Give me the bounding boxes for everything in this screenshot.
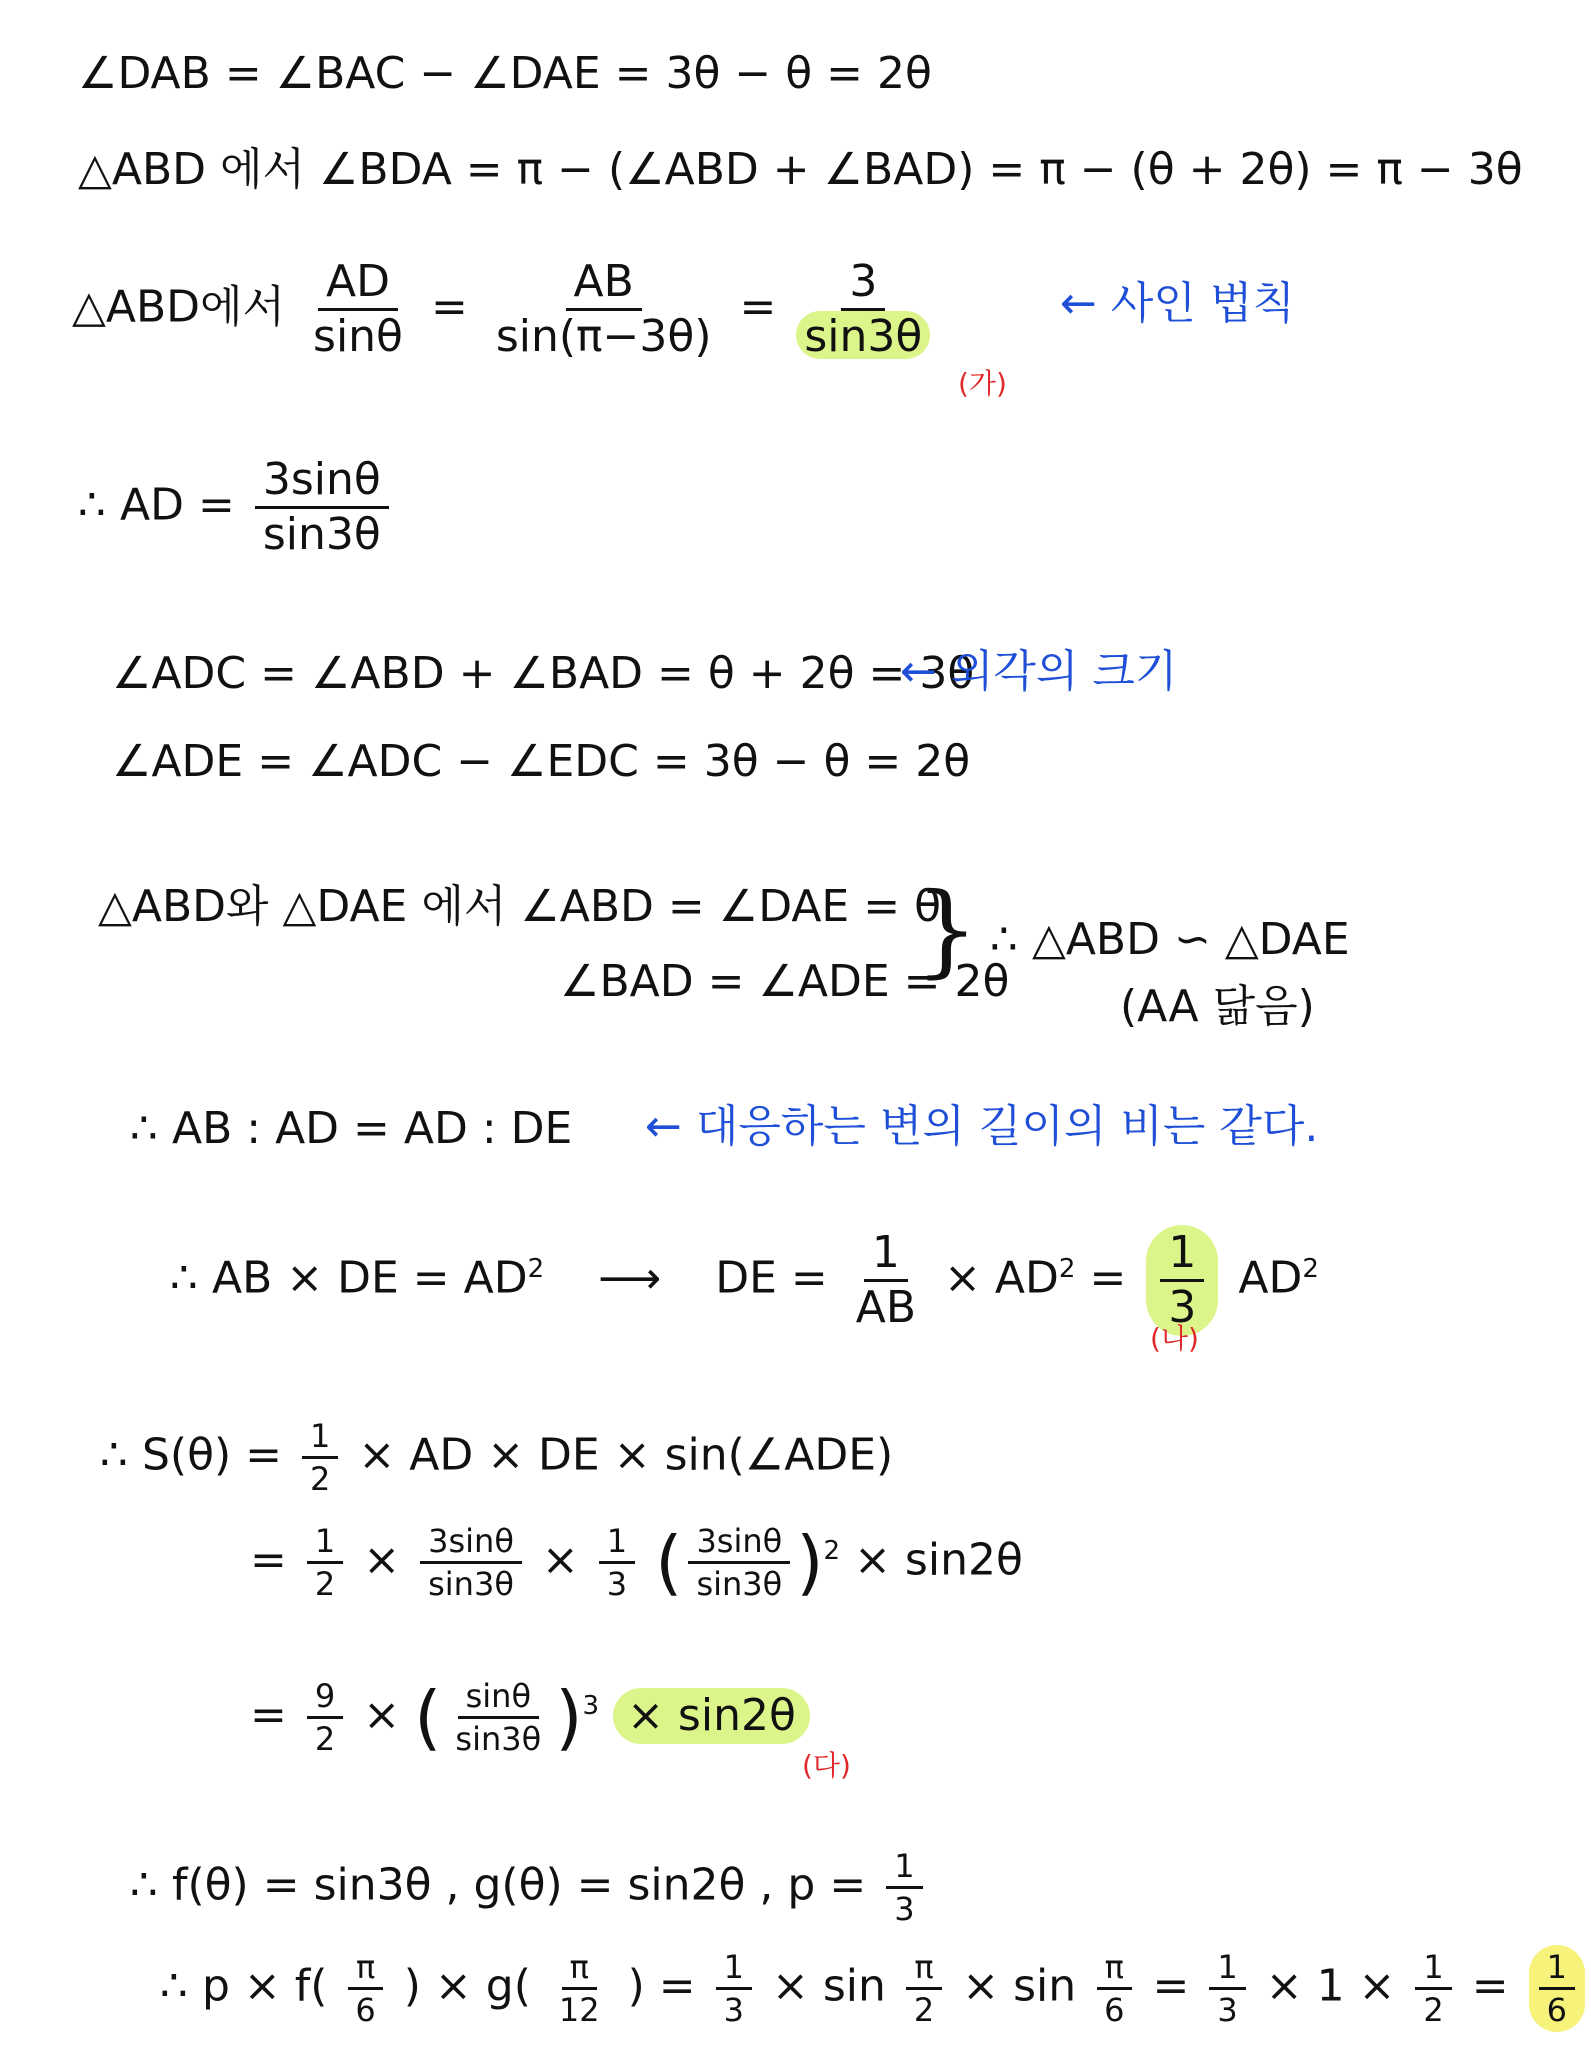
de-eq: DE = — [715, 1252, 828, 1304]
denominator: 3 — [723, 1991, 744, 2029]
cube-exponent: 3 — [582, 1690, 600, 1721]
numerator: 1 — [1209, 1951, 1245, 1990]
area-prefix: ∴ S(θ) = — [100, 1429, 283, 1481]
numerator: 1 — [1160, 1231, 1204, 1282]
fraction-half — [307, 1522, 343, 1603]
line-similar-2: ∠BAD = ∠ADE = 2θ — [560, 956, 1010, 1007]
final-a: ∴ p × f( — [160, 1960, 328, 2012]
fraction-ab-over-sin — [488, 256, 720, 362]
numerator: AB — [566, 260, 642, 311]
fraction-half — [1415, 1948, 1451, 2029]
fraction-p — [886, 1847, 922, 1928]
similar-reason: (AA 닮음) — [1120, 981, 1315, 1032]
right-paren: ) — [555, 1676, 583, 1759]
note-ratio: ← 대응하는 변의 길이의 비는 같다. — [645, 1101, 1319, 1152]
brace: } — [915, 871, 979, 988]
de-left: ∴ AB × DE = AD — [170, 1252, 528, 1304]
final-b: ) × g( — [403, 1960, 531, 2012]
line-de — [170, 1225, 1319, 1336]
numerator: AD — [318, 260, 398, 311]
denominator: 3 — [894, 1890, 915, 1928]
mark-na: (나) — [1150, 1322, 1199, 1355]
denominator: sin3θ — [428, 1565, 514, 1603]
times-sign: × — [363, 1689, 401, 1741]
times-sign: × — [363, 1534, 401, 1586]
numerator: 9 — [307, 1680, 343, 1719]
numerator: 1 — [307, 1525, 343, 1564]
line-angle-dab: ∠DAB = ∠BAC − ∠DAE = 3θ − θ = 2θ — [78, 48, 932, 99]
denominator: 6 — [1546, 1991, 1568, 2029]
final-g: × 1 × — [1265, 1960, 1396, 2012]
denominator: 2 — [314, 1565, 336, 1603]
line-angle-bda: △ABD 에서 ∠BDA = π − (∠ABD + ∠BAD) = π − (θ + 2θ) = π − 3θ — [78, 144, 1523, 195]
numerator: 1 — [886, 1850, 922, 1889]
denominator: 2 — [913, 1991, 935, 2029]
fraction-sin-over-sin3 — [447, 1677, 549, 1758]
line-similar-1: △ABD와 △DAE 에서 ∠ABD = ∠DAE = θ — [98, 881, 941, 932]
line-area — [100, 1417, 894, 1498]
fraction-pi-over-6 — [1096, 1948, 1132, 2029]
note-sine-law: ← 사인 법칙 — [1060, 278, 1295, 329]
numerator: 1 — [599, 1525, 635, 1564]
final-d: × sin — [771, 1960, 886, 2012]
fraction-3sin-over-sin3 — [420, 1522, 522, 1603]
fraction-3-over-sin3 — [796, 256, 930, 362]
line-area-expand — [250, 1521, 1023, 1604]
numerator: π — [562, 1951, 597, 1990]
square-exponent: 2 — [527, 1253, 545, 1284]
fraction-1-over-ab — [848, 1227, 924, 1333]
numerator: 3sinθ — [688, 1525, 790, 1564]
denominator: 6 — [1104, 1991, 1125, 2029]
mark-da: (다) — [802, 1749, 851, 1782]
fraction-ad-over-sin — [305, 256, 411, 362]
sine-law-prefix: △ABD에서 — [72, 281, 286, 333]
square-exponent: 2 — [1302, 1253, 1319, 1284]
functions-text: ∴ f(θ) = sin3θ , g(θ) = sin2θ , p = — [130, 1859, 867, 1911]
line-ratio: ∴ AB : AD = AD : DE — [130, 1103, 573, 1154]
denominator: 3 — [1217, 1991, 1238, 2029]
fraction-third — [716, 1948, 752, 2029]
equals-sign: = — [430, 281, 468, 333]
equals-sign: = — [739, 281, 777, 333]
fraction-pi-over-12 — [551, 1948, 608, 2029]
equals-sign: = — [1089, 1252, 1127, 1304]
denominator: sin3θ — [262, 509, 381, 560]
final-c: ) = — [627, 1960, 696, 2012]
line-area-simplified — [250, 1676, 810, 1759]
numerator: 1 — [864, 1231, 908, 1282]
numerator: 3sinθ — [255, 458, 389, 509]
denominator: sin3θ — [455, 1720, 542, 1758]
fraction-3sin-over-sin3-squared — [688, 1522, 790, 1603]
fraction-9-over-2 — [307, 1677, 343, 1758]
numerator: 1 — [1539, 1951, 1575, 1990]
numerator: π — [348, 1951, 383, 1990]
denominator: 12 — [558, 1991, 600, 2029]
line-ad-result — [78, 454, 395, 560]
equals-sign: = — [250, 1689, 287, 1741]
numerator: π — [906, 1951, 941, 1990]
numerator: 1 — [1415, 1951, 1451, 1990]
denominator: 3 — [606, 1565, 628, 1603]
numerator: sinθ — [458, 1680, 539, 1719]
line-functions — [130, 1847, 929, 1928]
highlight-da: × sin2θ — [613, 1688, 810, 1744]
highlight-ga: sin3θ — [796, 311, 930, 359]
line-sine-law — [72, 256, 936, 362]
numerator: π — [1097, 1951, 1132, 1990]
numerator: 3 — [841, 260, 885, 311]
ad-term: AD — [1238, 1252, 1303, 1304]
equals-sign: = — [250, 1534, 287, 1586]
area-expand-end: × sin2θ — [854, 1534, 1023, 1586]
denominator: 3 — [1168, 1282, 1197, 1333]
de-mid: × AD — [944, 1252, 1059, 1304]
fraction-3sin-over-sin3 — [255, 454, 389, 560]
arrow: ⟶ — [598, 1252, 662, 1304]
highlight-na — [1146, 1225, 1218, 1336]
denominator: AB — [855, 1282, 917, 1333]
final-f: = — [1152, 1960, 1190, 2012]
left-paren: ( — [414, 1676, 442, 1759]
mark-ga: (가) — [958, 367, 1007, 400]
square-exponent: 2 — [823, 1535, 841, 1566]
times-sign: × — [541, 1534, 579, 1586]
fraction-pi-over-2 — [906, 1948, 942, 2029]
numerator: 1 — [302, 1420, 338, 1459]
denominator: sin(π−3θ) — [495, 311, 712, 362]
left-paren: ( — [655, 1521, 683, 1604]
ad-result-prefix: ∴ AD = — [78, 479, 235, 531]
fraction-pi-over-6 — [347, 1948, 383, 2029]
final-e: × sin — [962, 1960, 1077, 2012]
numerator: 3sinθ — [420, 1525, 522, 1564]
denominator: 2 — [310, 1460, 331, 1498]
final-h: = — [1471, 1960, 1509, 2012]
similar-result: ∴ △ABD ∽ △DAE — [990, 914, 1350, 965]
numerator: 1 — [716, 1951, 752, 1990]
fraction-third — [1209, 1948, 1245, 2029]
square-exponent: 2 — [1058, 1253, 1076, 1284]
denominator: 2 — [314, 1720, 336, 1758]
line-angle-adc: ∠ADC = ∠ABD + ∠BAD = θ + 2θ = 3θ — [112, 648, 975, 699]
fraction-third — [599, 1522, 635, 1603]
denominator: 6 — [355, 1991, 376, 2029]
fraction-half — [302, 1417, 338, 1498]
final-answer — [1529, 1945, 1585, 2032]
area-rest: × AD × DE × sin(∠ADE) — [358, 1429, 894, 1481]
note-exterior-angle: ← 외각의 크기 — [900, 646, 1178, 697]
line-final — [160, 1945, 1591, 2032]
right-paren: ) — [796, 1521, 824, 1604]
line-angle-ade: ∠ADE = ∠ADC − ∠EDC = 3θ − θ = 2θ — [112, 736, 971, 787]
denominator: sin3θ — [696, 1565, 783, 1603]
denominator: 2 — [1423, 1991, 1444, 2029]
denominator: sinθ — [313, 311, 403, 362]
